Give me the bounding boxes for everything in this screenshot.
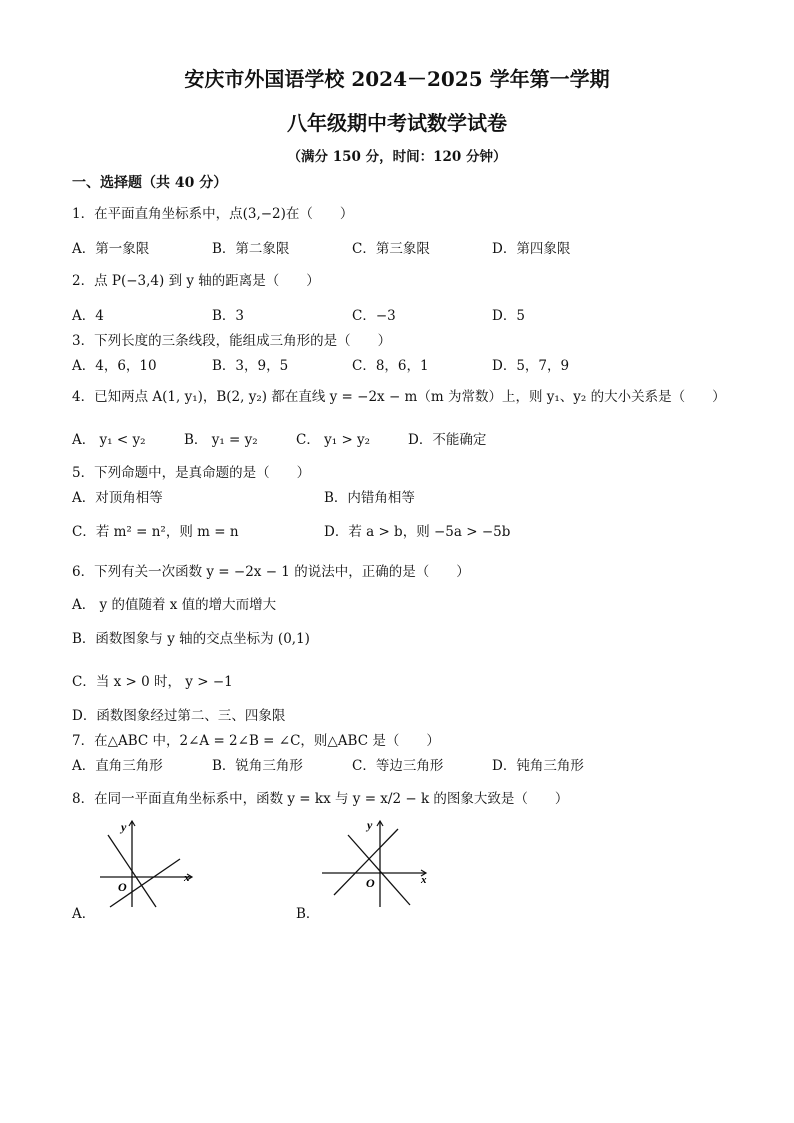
exam-title: 安庆市外国语学校 2024－2025 学年第一学期	[184, 67, 610, 91]
q5-option-b: B．内错角相等	[324, 490, 415, 506]
q4-option-d: D．不能确定	[408, 432, 487, 448]
q7-stem: 7．在△ABC 中，2∠A = 2∠B = ∠C，则△ABC 是（ ）	[72, 733, 440, 749]
q6-option-d: D．函数图象经过第二、三、四象限	[72, 708, 286, 724]
q5-option-d: D．若 a > b，则 −5a > −5b	[324, 524, 511, 540]
q4-option-c: C． y₁ > y₂	[296, 432, 371, 448]
q6-option-c: C．当 x > 0 时， y > −1	[72, 674, 233, 690]
q1-option-b: B．第二象限	[212, 241, 290, 257]
q3-option-c: C．8，6，1	[352, 358, 429, 374]
q4-stem: 4．已知两点 A(1, y₁)，B(2, y₂) 都在直线 y = −2x − m（m 为常数）上，则 y₁、y₂ 的大小关系是（ ）	[72, 389, 726, 405]
q1-stem: 1．在平面直角坐标系中，点(3,−2)在（ ）	[72, 206, 354, 222]
q5-stem: 5．下列命题中，是真命题的是（ ）	[72, 465, 311, 481]
q3-stem: 3．下列长度的三条线段，能组成三角形的是（ ）	[72, 333, 392, 349]
q3-option-a: A．4，6，10	[72, 358, 157, 374]
x-axis-label: x	[421, 874, 427, 886]
q8-stem: 8．在同一平面直角坐标系中，函数 y = kx 与 y = x/2 − k 的图象大致是（ ）	[72, 791, 569, 807]
q2-option-d: D．5	[492, 308, 525, 324]
q8-graph-b	[318, 815, 430, 910]
origin-label: O	[366, 876, 375, 890]
graph-line-1	[348, 835, 410, 905]
q1-option-d: D．第四象限	[492, 241, 571, 257]
q1-option-c: C．第三象限	[352, 241, 430, 257]
q5-option-c: C．若 m² = n²，则 m = n	[72, 524, 239, 540]
q1-option-a: A．第一象限	[72, 241, 150, 257]
q8-option-b: B．	[296, 906, 320, 922]
q8-option-a: A．	[72, 906, 96, 922]
q3-option-b: B．3，9，5	[212, 358, 289, 374]
y-axis-label: y	[367, 818, 373, 832]
q7-option-d: D．钝角三角形	[492, 758, 584, 774]
exam-note: （满分 150 分，时间：120 分钟）	[287, 149, 507, 165]
q5-option-a: A．对顶角相等	[72, 490, 163, 506]
q2-option-b: B．3	[212, 308, 245, 324]
exam-subtitle: 八年级期中考试数学试卷	[287, 111, 507, 135]
q4-option-a: A． y₁ < y₂	[72, 432, 146, 448]
q8-graph-a	[96, 815, 196, 910]
q6-option-a: A． y 的值随着 x 值的增大而增大	[72, 597, 277, 613]
q6-option-b: B．函数图象与 y 轴的交点坐标为 (0,1)	[72, 631, 310, 647]
q3-option-d: D．5，7，9	[492, 358, 570, 374]
q6-stem: 6．下列有关一次函数 y = −2x − 1 的说法中，正确的是（ ）	[72, 564, 470, 580]
q2-stem: 2．点 P(−3,4) 到 y 轴的距离是（ ）	[72, 273, 320, 289]
y-axis-label: y	[121, 820, 127, 834]
x-axis-label: x	[184, 872, 190, 884]
q4-option-b: B． y₁ = y₂	[184, 432, 258, 448]
origin-label: O	[118, 880, 127, 894]
q2-option-a: A．4	[72, 308, 104, 324]
section-heading: 一、选择题（共 40 分）	[72, 175, 228, 191]
q7-option-a: A．直角三角形	[72, 758, 163, 774]
q7-option-b: B．锐角三角形	[212, 758, 303, 774]
q2-option-c: C．−3	[352, 308, 396, 324]
q7-option-c: C．等边三角形	[352, 758, 444, 774]
